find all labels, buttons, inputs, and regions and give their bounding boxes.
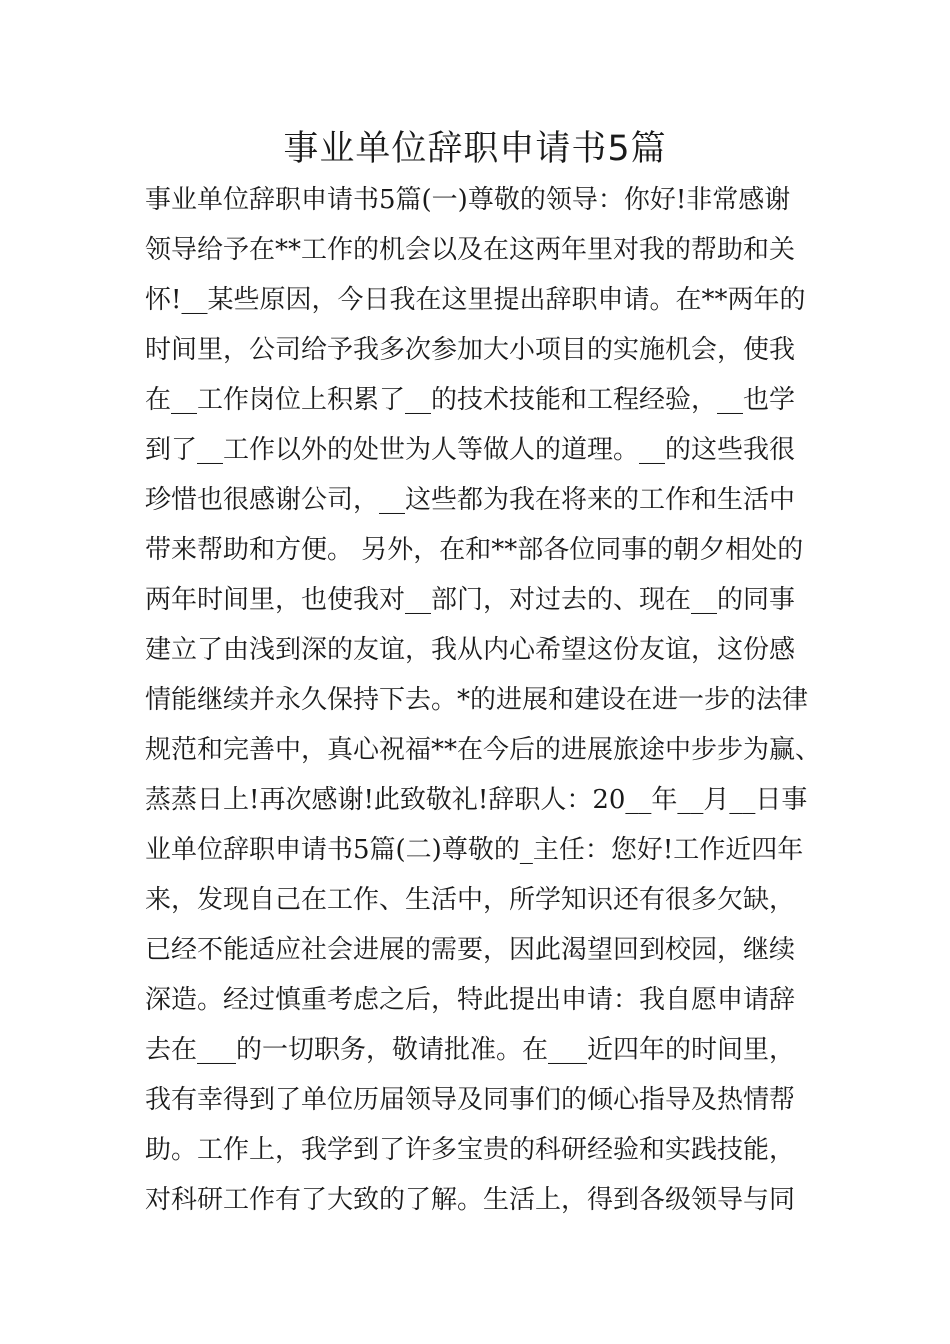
body-line: 事业单位辞职申请书5篇(一)尊敬的领导：你好!非常感谢 [145, 185, 791, 215]
body-line: 深造。经过慎重考虑之后，特此提出申请：我自愿申请辞 [145, 985, 796, 1015]
body-line: 怀!__某些原因，今日我在这里提出辞职申请。在**两年的 [145, 285, 806, 315]
body-line: 对科研工作有了大致的了解。生活上，得到各级领导与同 [145, 1185, 796, 1215]
body-line: 在__工作岗位上积累了__的技术技能和工程经验，__也学 [145, 385, 796, 415]
body-line: 我有幸得到了单位历届领导及同事们的倾心指导及热情帮 [145, 1085, 796, 1115]
document-title: 事业单位辞职申请书5篇 [283, 129, 667, 169]
body-line: 两年时间里，也使我对__部门，对过去的、现在__的同事 [145, 585, 796, 615]
body-line: 情能继续并永久保持下去。*的进展和建设在进一步的法律 [145, 685, 809, 715]
body-line: 建立了由浅到深的友谊，我从内心希望这份友谊，这份感 [145, 635, 796, 665]
body-line: 业单位辞职申请书5篇(二)尊敬的_主任：您好!工作近四年 [145, 835, 804, 865]
body-line: 带来帮助和方便。 另外，在和**部各位同事的朝夕相处的 [145, 535, 804, 565]
body-line: 蒸蒸日上!再次感谢!此致敬礼!辞职人：20__年__月__日事 [145, 785, 808, 815]
body-line: 领导给予在**工作的机会以及在这两年里对我的帮助和关 [145, 235, 796, 265]
document-body [145, 175, 845, 1225]
body-line: 到了__工作以外的处世为人等做人的道理。__的这些我很 [145, 435, 796, 465]
body-line: 已经不能适应社会进展的需要，因此渴望回到校园，继续 [145, 935, 796, 965]
body-line: 珍惜也很感谢公司，__这些都为我在将来的工作和生活中 [145, 485, 796, 515]
body-line: 来，发现自己在工作、生活中，所学知识还有很多欠缺， [145, 885, 796, 915]
body-line: 助。工作上，我学到了许多宝贵的科研经验和实践技能， [145, 1135, 796, 1165]
body-line: 规范和完善中，真心祝福**在今后的进展旅途中步步为赢、 [145, 735, 822, 765]
body-line: 时间里，公司给予我多次参加大小项目的实施机会，使我 [145, 335, 796, 365]
body-line: 去在___的一切职务，敬请批准。在___近四年的时间里， [145, 1035, 796, 1065]
